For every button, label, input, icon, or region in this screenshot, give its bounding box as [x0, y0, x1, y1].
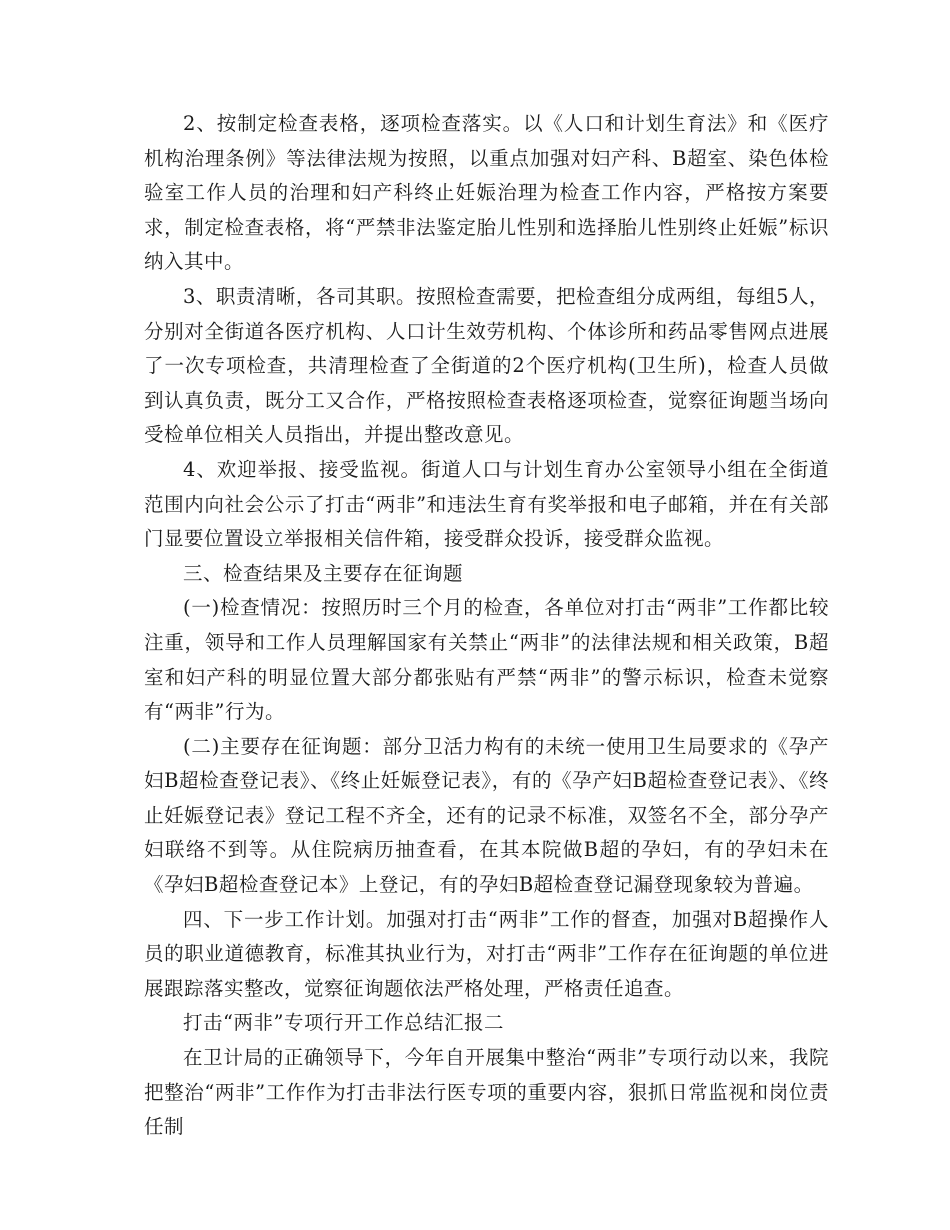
document-body [144, 107, 829, 1145]
paragraph-report-two-intro: 在卫计局的正确领导下，今年自开展集中整治“两非”专项行动以来，我院把整治“两非”工作作为打击非法行医专项的重要内容，狠抓日常监视和岗位责任制 [144, 1046, 829, 1139]
paragraph-inspection-forms: 2、按制定检查表格，逐项检查落实。以《人口和计划生育法》和《医疗机构治理条例》等法律法规为按照，以重点加强对妇产科、B超室、染色体检验室工作人员的治理和妇产科终止妊娠治理为检查工作内容，严格按方案要求，制定检查表格，将“严禁非法鉴定胎儿性别和选择胎儿性别终止妊娠”标识纳入其中。 [144, 112, 829, 274]
paragraph-reporting: 4、欢迎举报、接受监视。街道人口与计划生育办公室领导小组在全街道范围内向社会公示了打击“两非”和违法生育有奖举报和电子邮箱，并在有关部门显要位置设立举报相关信件箱，接受群众投诉，接受群众监视。 [144, 457, 829, 551]
paragraph-inspection-status: (一)检查情况：按照历时三个月的检查，各单位对打击“两非”工作都比较注重，领导和工作人员理解国家有关禁止“两非”的法律法规和相关政策，B超室和妇产科的明显位置大部分都张贴有严禁“两非”的警示标识，检查未觉察有“两非”行为。 [144, 596, 829, 724]
paragraph-next-steps: 四、下一步工作计划。加强对打击“两非”工作的督查，加强对B超操作人员的职业道德教育，标准其执业行为，对打击“两非”工作存在征询题的单位进展跟踪落实整改，觉察征询题依法严格处理，严格责任追查。 [144, 907, 829, 1000]
paragraph-responsibilities: 3、职责清晰，各司其职。按照检查需要，把检查组分成两组，每组5人，分别对全街道各医疗机构、人口计生效劳机构、个体诊所和药品零售网点进展了一次专项检查，共清理检查了全街道的2个医疗机构(卫生所)，检查人员做到认真负责，既分工又合作，严格按照检查表格逐项检查，觉察征询题当场向受检单位相关人员指出，并提出整改意见。 [144, 284, 829, 447]
section-heading-results: 三、检查结果及主要存在征询题 [183, 561, 464, 585]
paragraph-main-problems: (二)主要存在征询题：部分卫活力构有的未统一使用卫生局要求的《孕产妇B超检查登记表》、《终止妊娠登记表》，有的《孕产妇B超检查登记表》、《终止妊娠登记表》登记工程不齐全，还有的记录不标准，双签名不全，部分孕产妇联络不到等。从住院病历抽查看，在其本院做B超的孕妇，有的孕妇未在《孕妇B超检查登记本》上登记，有的孕妇B超检查登记漏登现象较为普遍。 [144, 734, 829, 897]
section-heading-report-two: 打击“两非”专项行开工作总结汇报二 [183, 1011, 504, 1035]
